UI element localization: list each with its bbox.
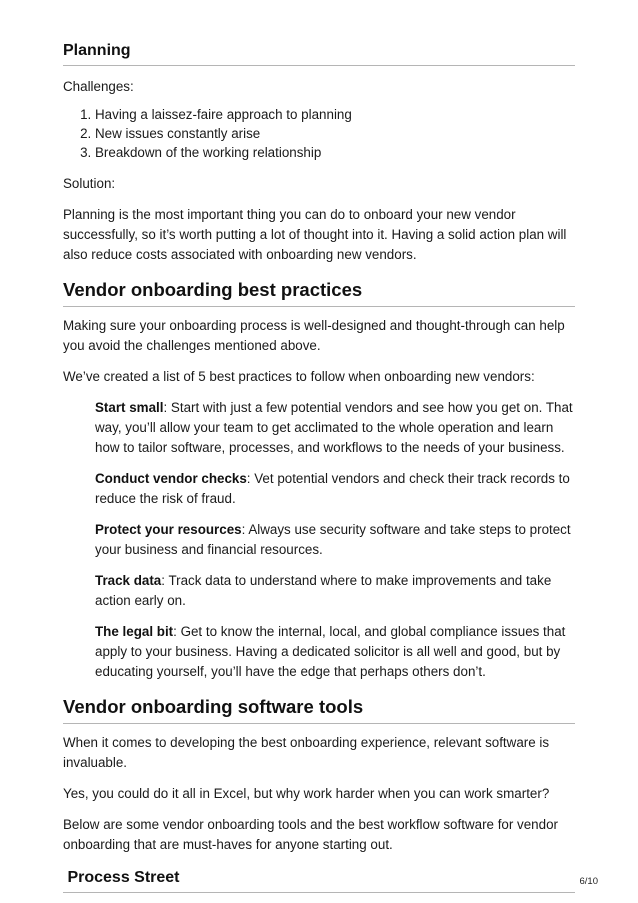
best-practice-title: Track data bbox=[95, 573, 162, 588]
process-street-heading: Process Street bbox=[63, 869, 575, 893]
software-tools-para: Below are some vendor onboarding tools and the best workflow software for vendor onboarding that are must-haves for anyone starting out. bbox=[63, 817, 558, 852]
planning-heading: Planning bbox=[63, 42, 575, 66]
best-practice-title: Start small bbox=[95, 400, 164, 415]
best-practices-intro: Making sure your onboarding process is well-designed and thought-through can help you avoid the challenges mentioned above. bbox=[63, 318, 565, 353]
software-tools-heading: Vendor onboarding software tools bbox=[63, 696, 575, 724]
best-practice-title: The legal bit bbox=[95, 624, 174, 639]
best-practices-list bbox=[95, 398, 575, 682]
challenge-item: 2. New issues constantly arise bbox=[95, 124, 575, 143]
best-practice-item bbox=[95, 398, 575, 458]
best-practice-item bbox=[95, 469, 575, 509]
best-practice-item bbox=[95, 622, 575, 682]
challenge-item: 3. Breakdown of the working relationship bbox=[95, 143, 575, 162]
best-practice-text: : Track data to understand where to make improvements and take action early on. bbox=[95, 573, 552, 608]
best-practice-title: Conduct vendor checks bbox=[95, 471, 247, 486]
challenge-item: 1. Having a laissez-faire approach to planning bbox=[95, 105, 575, 124]
best-practice-item bbox=[95, 520, 575, 560]
solution-text: Planning is the most important thing you can do to onboard your new vendor successfully, so it’s worth putting a lot of thought into it. Having a solid action plan will also reduce costs associated with onboarding new vendors. bbox=[63, 207, 567, 262]
document-page bbox=[63, 42, 575, 893]
best-practice-text: : Start with just a few potential vendors and see how you get on. That way, you’ll allow your team to get acclimated to the whole operation and learn how to tailor software, processes, and workflows to the needs of your business. bbox=[95, 400, 573, 455]
best-practice-title: Protect your resources bbox=[95, 522, 242, 537]
software-tools-para: Yes, you could do it all in Excel, but why work harder when you can work smarter? bbox=[63, 786, 550, 801]
best-practices-list-intro: We’ve created a list of 5 best practices to follow when onboarding new vendors: bbox=[63, 369, 535, 384]
best-practice-text: : Vet potential vendors and check their track records to reduce the risk of fraud. bbox=[95, 471, 570, 506]
solution-label: Solution: bbox=[63, 176, 116, 191]
challenges-label: Challenges: bbox=[63, 79, 134, 94]
best-practice-text: : Always use security software and take steps to protect your business and financial resources. bbox=[95, 522, 571, 557]
best-practice-text: : Get to know the internal, local, and global compliance issues that apply to your business. Having a dedicated solicitor is all well and good, but by educating yourself, you’ll have the edge that perhaps others don’t. bbox=[95, 624, 566, 679]
software-tools-para: When it comes to developing the best onboarding experience, relevant software is invaluable. bbox=[63, 735, 550, 770]
challenges-list bbox=[63, 105, 575, 162]
best-practice-item bbox=[95, 571, 575, 611]
best-practices-heading: Vendor onboarding best practices bbox=[63, 279, 575, 307]
page-number: 6/10 bbox=[579, 876, 598, 887]
